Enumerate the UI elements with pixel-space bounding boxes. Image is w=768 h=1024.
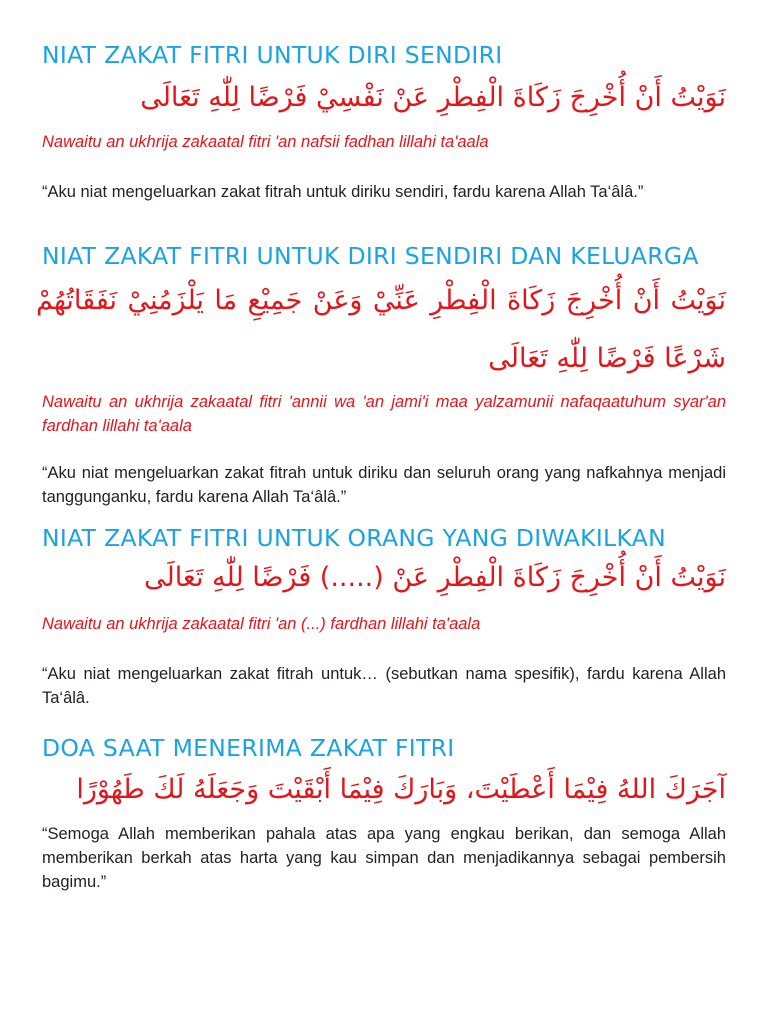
section-heading-diri-sendiri: NIAT ZAKAT FITRI UNTUK DIRI SENDIRI [42, 41, 503, 69]
section-heading-diri-sendiri-keluarga: NIAT ZAKAT FITRI UNTUK DIRI SENDIRI DAN KELUARGA [42, 242, 699, 270]
transliteration-diri-sendiri: Nawaitu an ukhrija zakaatal fitri 'an nafsii fadhan lillahi ta'aala [42, 133, 489, 151]
section-heading-orang-diwakilkan: NIAT ZAKAT FITRI UNTUK ORANG YANG DIWAKILKAN [42, 524, 666, 552]
arabic-niat-diwakilkan: نَوَيْتُ أَنْ أُخْرِجَ زَكَاةَ الْفِطْرِ عَنْ (.....) فَرْضًا لِلّٰهِ تَعَالَى [143, 562, 726, 593]
translation-keluarga: “Aku niat mengeluarkan zakat fitrah untuk diriku dan seluruh orang yang nafkahnya menjadi tanggunganku, fardu karena Allah Ta‘âlâ.” [42, 464, 726, 506]
transliteration-keluarga: Nawaitu an ukhrija zakaatal fitri 'annii wa 'an jami'i maa yalzamunii nafaqaatuhum syar'an fardhan lillahi ta'aala [42, 393, 726, 435]
transliteration-diwakilkan: Nawaitu an ukhrija zakaatal fitri 'an (...) fardhan lillahi ta'aala [42, 615, 481, 633]
translation-diwakilkan: “Aku niat mengeluarkan zakat fitrah untuk… (sebutkan nama spesifik), fardu karena Allah Ta‘âlâ. [42, 665, 726, 707]
arabic-niat-keluarga: نَوَيْتُ أَنْ أُخْرِجَ زَكَاةَ الْفِطْرِ عَنِّيْ وَعَنْ جَمِيْعِ مَا يَلْزَمُنِيْ نَفَقَاتُهُمْ شَرْعًا فَرْضًا لِلّٰهِ تَعَالَى [36, 285, 726, 374]
arabic-doa-menerima: آجَرَكَ اللهُ فِيْمَا أَعْطَيْتَ، وَبَارَكَ فِيْمَا أَبْقَيْتَ وَجَعَلَهُ لَكَ طَهُوْرًا [76, 774, 726, 805]
arabic-niat-diri-sendiri: نَوَيْتُ أَنْ أُخْرِجَ زَكَاةَ الْفِطْرِ عَنْ نَفْسِيْ فَرْضًا لِلّٰهِ تَعَالَى [140, 82, 726, 113]
translation-doa-menerima: “Semoga Allah memberikan pahala atas apa yang engkau berikan, dan semoga Allah memberikan berkah atas harta yang kau simpan dan menjadikannya sebagai pembersih bagimu.” [42, 825, 726, 891]
section-heading-doa-menerima: DOA SAAT MENERIMA ZAKAT FITRI [42, 734, 455, 762]
translation-diri-sendiri: “Aku niat mengeluarkan zakat fitrah untuk diriku sendiri, fardu karena Allah Ta‘âlâ.” [42, 183, 644, 201]
